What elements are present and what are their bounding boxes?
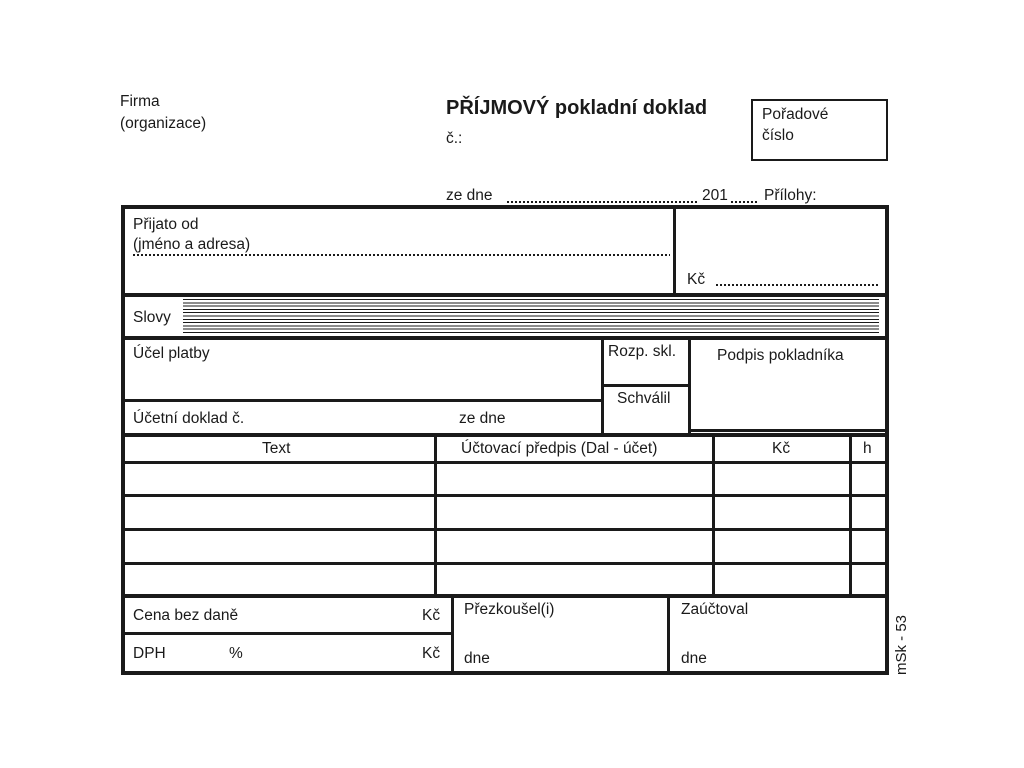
divider [121,399,603,402]
divider [121,336,889,340]
serial-number-sublabel: číslo [762,127,794,144]
accounting-doc-date-label: ze dne [459,410,506,427]
divider [688,338,691,436]
table-cell-text-2[interactable] [125,497,434,528]
rozp-skl-label: Rozp. skl. [608,343,677,360]
cashier-signature-label: Podpis pokladníka [717,347,844,364]
divider [667,596,670,675]
divider [673,205,676,295]
checked-date-label: dne [464,650,490,667]
amount-label: Kč [687,271,706,288]
received-from-dotted-field[interactable] [133,254,670,256]
table-header-posting: Účtovací předpis (Dal - účet) [461,440,658,457]
vat-label: DPH [133,645,166,662]
amount-dotted-field[interactable] [716,284,879,286]
company-sublabel: (organizace) [120,115,207,132]
divider [849,435,852,597]
divider [121,632,453,635]
received-from-sublabel: (jméno a adresa) [133,236,251,253]
approved-label: Schválil [617,390,671,407]
table-cell-text-4[interactable] [125,565,434,594]
company-label: Firma [120,93,160,110]
table-header-text: Text [262,440,291,457]
divider [121,594,889,598]
table-header-amount: Kč [772,440,791,457]
posted-by-label: Zaúčtoval [681,601,749,618]
attachments-label: Přílohy: [764,187,817,204]
price-without-vat-label: Cena bez daně [133,607,239,624]
vat-currency: Kč [422,645,441,662]
checked-by-label: Přezkoušel(i) [464,601,555,618]
date-prefix: ze dne [446,187,493,204]
year-dotted-field[interactable] [731,201,757,203]
payment-purpose-label: Účel platby [133,345,210,362]
table-header-h: h [863,440,872,457]
table-cell-text-1[interactable] [125,464,434,494]
document-number-label: č.: [446,130,463,147]
divider [688,429,889,432]
date-year: 201 [702,187,728,204]
date-dotted-field[interactable] [507,201,697,203]
amount-in-words-label: Slovy [133,309,171,326]
divider [601,384,690,387]
amount-in-words-field[interactable] [183,299,879,334]
divider [434,435,437,597]
received-from-label: Přijato od [133,216,199,233]
vat-percent: % [229,645,243,662]
serial-number-box[interactable] [751,99,888,161]
serial-number-label: Pořadové [762,106,829,123]
divider [712,435,715,597]
price-currency: Kč [422,607,441,624]
table-cell-text-3[interactable] [125,531,434,562]
form-code: mSk - 53 [893,614,910,675]
page-title: PŘÍJMOVÝ pokladní doklad [446,97,708,119]
posted-date-label: dne [681,650,707,667]
divider [601,338,604,436]
divider [121,293,889,297]
accounting-doc-label: Účetní doklad č. [133,410,245,427]
divider [121,433,889,437]
divider [451,596,454,675]
